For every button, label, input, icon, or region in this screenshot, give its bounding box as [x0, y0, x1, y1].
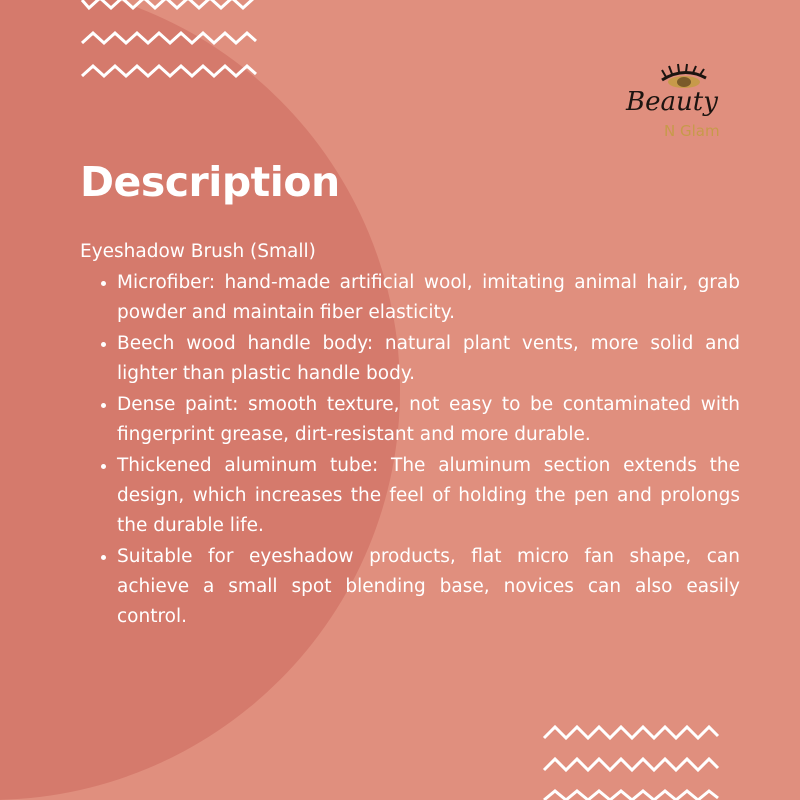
zigzag-bottom-decoration — [542, 716, 722, 800]
page-title: Description — [80, 158, 340, 206]
brand-logo — [618, 62, 748, 144]
zigzag-top-decoration — [80, 0, 260, 82]
feature-item-microfiber: • Microfiber: hand-made artificial wool, imitating animal hair, grab powder and maintain fiber elasticity. — [117, 268, 740, 328]
product-name: Eyeshadow Brush (Small) — [80, 241, 316, 262]
logo-line2: N Glam — [664, 122, 720, 140]
feature-item-handle: • Beech wood handle body: natural plant vents, more solid and lighter than plastic handle body. — [117, 329, 740, 389]
eye-lash-icon — [662, 64, 706, 88]
feature-item-paint: • Dense paint: smooth texture, not easy to be contaminated with fingerprint grease, dirt-resistant and more durable. — [117, 390, 740, 450]
logo-line1: Beauty — [626, 87, 718, 117]
feature-item-tube: • Thickened aluminum tube: The aluminum section extends the design, which increases the feel of holding the pen and prolongs the durable life. — [117, 451, 740, 541]
feature-item-usage: • Suitable for eyeshadow products, flat micro fan shape, can achieve a small spot blending base, novices can also easily control. — [117, 542, 740, 632]
feature-list — [96, 268, 740, 633]
